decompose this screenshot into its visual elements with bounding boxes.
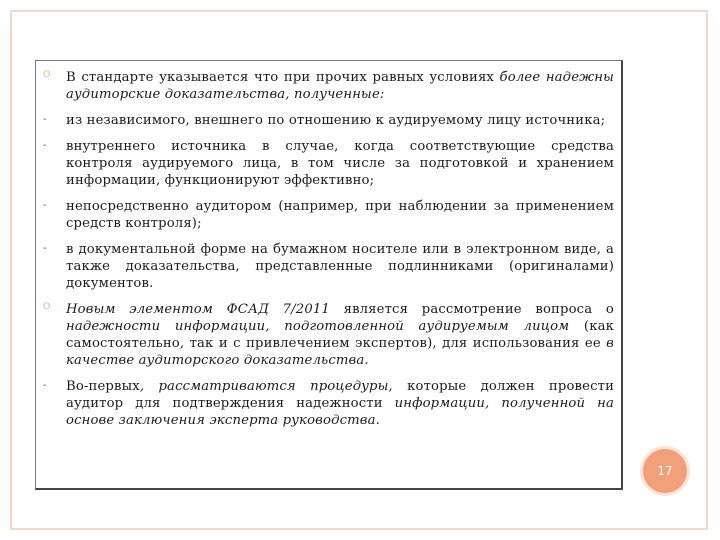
text-run: информации, полученной на основе заключения эксперта руководства. [66,396,614,428]
list-item-text [66,69,614,103]
list-item-text [66,241,614,292]
list-item [36,241,624,292]
text-run: более надежны аудиторские доказательства, полученные: [66,70,615,102]
text-run: является рассмотрение вопроса о [329,302,614,317]
text-run: в документальной форме на бумажном носителе или в электронном виде, а также доказательства, представленные подлинниками (оригиналами) документов. [66,242,614,291]
text-run: непосредственно аудитором (например, при наблюдении за применением средств контроля); [66,199,614,231]
dash-marker: - [43,243,47,254]
dash-marker: - [43,200,47,211]
text-run: В стандарте указывается что при прочих равных условиях [66,70,500,85]
list-item-text [66,138,614,189]
dash-marker: - [43,114,47,125]
list-item [36,112,624,129]
text-run: в качестве аудиторского доказательства. [66,336,614,368]
list-item [36,69,624,103]
text-run: Новым элементом ФСАД 7/2011 [66,302,330,317]
page-number-badge [640,446,690,496]
list-item-text [66,198,614,232]
text-run: , рассматриваются процедуры [139,379,389,394]
dash-marker: - [43,380,47,391]
list-item-text [66,112,614,129]
text-run: внутреннего источника в случае, когда соответствующие средства контроля аудируемого лица, в том числе за подготовкой и хранением информации, функционируют эффективно; [66,139,614,188]
text-run: Во-первых [66,379,140,394]
list-item [36,138,624,189]
text-run: (как самостоятельно, так и с привлечением экспертов), для использования ее [66,319,614,351]
text-run: , которые должен провести аудитор для подтверждения надежности [66,379,615,411]
list-item [36,378,624,429]
list-item [36,301,624,369]
list-item-text [66,301,614,369]
content-box [35,60,623,490]
bullet-icon: ⭘ [43,70,51,80]
page-number: 17 [657,464,673,478]
list-item-text [66,378,614,429]
dash-marker: - [43,140,47,151]
text-run: надежности информации, подготовленной аудируемым лицом [66,319,570,334]
list-item [36,198,624,232]
text-run: из независимого, внешнего по отношению к аудируемому лицу источника; [66,113,606,128]
bullet-icon: ⭘ [43,302,51,312]
text-list [36,69,624,438]
